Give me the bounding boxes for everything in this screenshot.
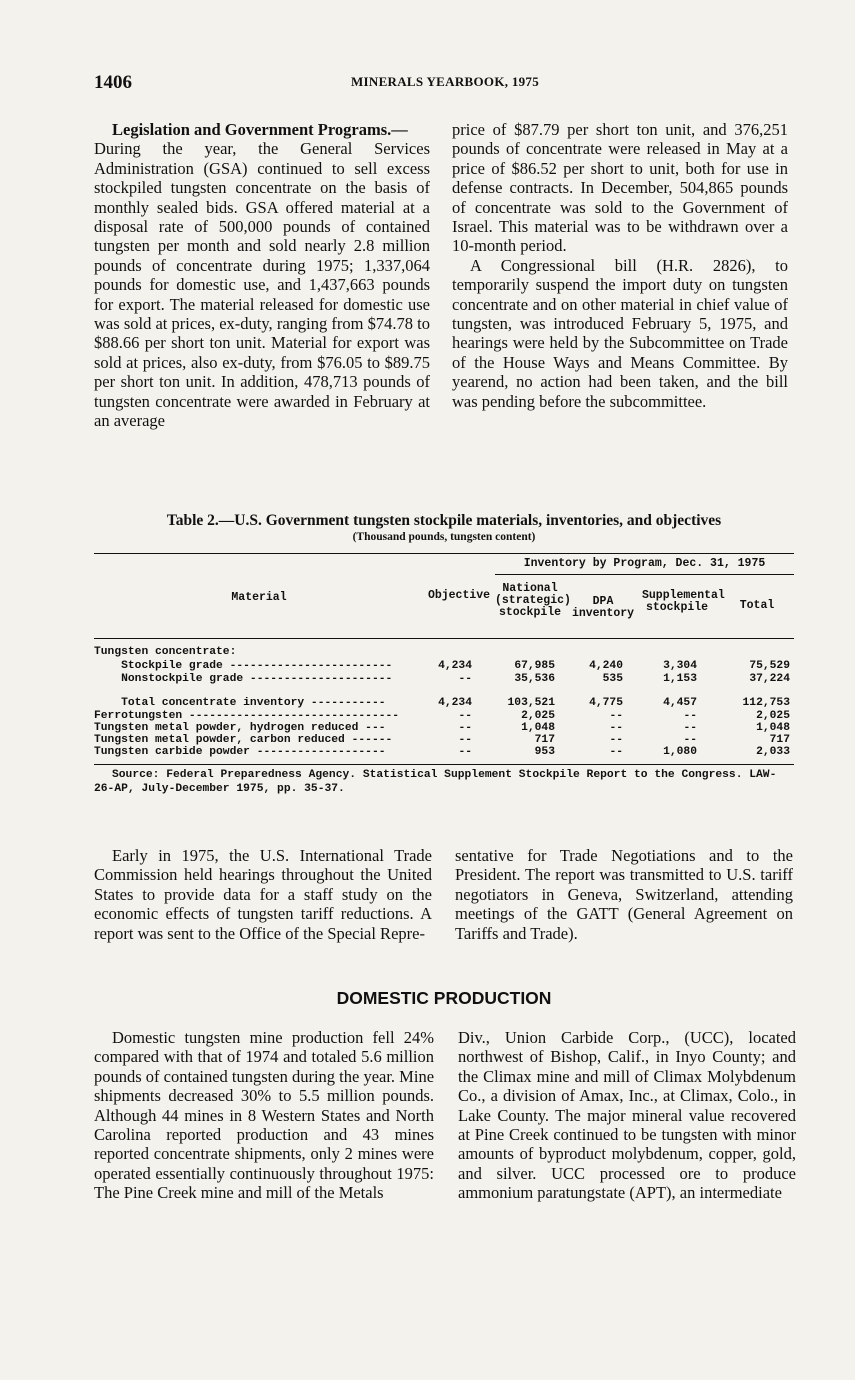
table-cell-national: 1,048 — [521, 722, 555, 734]
section1-column-right — [452, 120, 788, 411]
section3-column-right — [458, 1028, 796, 1203]
table-cell-material: Total concentrate inventory ----------- — [94, 697, 386, 709]
table-cell-objective: 4,234 — [438, 697, 472, 709]
table-cell-objective: -- — [458, 722, 472, 734]
table-cell-total: 717 — [769, 734, 790, 746]
table-cell-national: 67,985 — [514, 660, 555, 672]
table-cell-objective: -- — [458, 710, 472, 722]
table-source-note: Source: Federal Preparedness Agency. Statistical Supplement Stockpile Report to the Congress. LAW-26-AP, July-December 1975, pp. 35-37. — [94, 769, 777, 795]
table-cell-supplemental: -- — [683, 734, 697, 746]
table-cell-supplemental: 3,304 — [663, 660, 697, 672]
table-cell-material: Nonstockpile grade --------------------- — [94, 673, 393, 685]
table-cell-national: 103,521 — [507, 697, 555, 709]
section1-column-left — [94, 120, 430, 431]
table-cell-supplemental: 4,457 — [663, 697, 697, 709]
table-group-rule — [495, 574, 794, 575]
table-cell-national: 35,536 — [514, 673, 555, 685]
table-cell-material: Tungsten metal powder, hydrogen reduced --- — [94, 722, 386, 734]
table-cell-national: 953 — [534, 746, 555, 758]
section1-body-left: During the year, the General Services Administration (GSA) continued to sell excess stockpiled tungsten concentrate on the basis of monthly sealed bids. GSA offered material at a disposal rate of 500,000 pounds of contained tungsten per month and sold nearly 2.8 million pounds of concentrate during 1975; 1,337,064 pounds for domestic use, and 1,437,663 pounds for export. The material released for domestic use was sold at prices, ex-duty, ranging from $74.78 to $88.66 per short ton unit. Material for export was sold at prices, also ex-duty, from $76.05 to $89.75 per short ton unit. In addition, 478,713 pounds of tungsten concentrate were awarded in February at an average — [94, 139, 430, 431]
section-heading-domestic-production: DOMESTIC PRODUCTION — [336, 988, 552, 1008]
table-cell-national: 2,025 — [521, 710, 555, 722]
table-cell-dpa: 4,240 — [589, 660, 623, 672]
section1-body-right-p1: price of $87.79 per short ton unit, and 376,251 pounds of concentrate were released in May at a price of $86.52 per short to unit, both for use in defense contracts. In December, 504,865 pounds of concentrate was sold to the Government of Israel. This material was to be withdrawn over a 10-month period. — [452, 120, 788, 256]
table-header-objective: Objective — [427, 589, 491, 602]
table-cell-supplemental: 1,080 — [663, 746, 697, 758]
table-cell-supplemental: -- — [683, 710, 697, 722]
table-cell-dpa: -- — [609, 746, 623, 758]
table-cell-dpa: 4,775 — [589, 697, 623, 709]
table-cell-dpa: -- — [609, 710, 623, 722]
section3-body-right: Div., Union Carbide Corp., (UCC), located northwest of Bishop, Calif., in Inyo County; and the Climax mine and mill of Climax Molybdenum Co., a division of Amax, Inc., at Climax, Colo., in Lake County. The major mineral value recovered at Pine Creek continued to be tungsten with minor amounts of byproduct molybdenum, copper, gold, and silver. UCC processed ore to produce ammonium paratungstate (APT), an intermediate — [458, 1028, 796, 1203]
table-header-dpa: DPA inventory — [571, 595, 635, 620]
table-header-national: National (strategic) stockpile — [495, 582, 571, 619]
table-cell-dpa: -- — [609, 734, 623, 746]
table-cell-objective: -- — [458, 734, 472, 746]
table-cell-material: Stockpile grade ------------------------ — [94, 660, 393, 672]
table-cell-objective: -- — [458, 673, 472, 685]
table-cell-dpa: -- — [609, 722, 623, 734]
table-cell-objective: 4,234 — [438, 660, 472, 672]
section2-column-right — [455, 846, 793, 943]
table-cell-dpa: 535 — [602, 673, 623, 685]
section3-body-left: Domestic tungsten mine production fell 24% compared with that of 1974 and totaled 5.6 million pounds of contained tungsten during the year. Mine shipments decreased 30% to 5.5 million pounds. Although 44 mines in 8 Western States and North Carolina reported production and 43 mines reported concentrate shipments, only 2 mines were operated essentially continuously throughout 1975: The Pine Creek mine and mill of the Metals — [94, 1028, 435, 1203]
table-cell-material: Tungsten metal powder, carbon reduced ------ — [94, 734, 393, 746]
section3-column-left — [94, 1028, 434, 1203]
table-cell-material: Ferrotungsten ------------------------------- — [94, 710, 400, 722]
table-cell-total: 2,025 — [756, 710, 790, 722]
table-header-total: Total — [739, 599, 775, 612]
table-cell-objective: -- — [458, 746, 472, 758]
table-cell-total: 1,048 — [756, 722, 790, 734]
table-cell-total: 75,529 — [749, 660, 790, 672]
table-header-supplemental: Supplemental stockpile — [642, 589, 725, 614]
table-cell-material: Tungsten concentrate: — [94, 646, 237, 658]
section2-body-right: sentative for Trade Negotiations and to the President. The report was transmitted to U.S. tariff negotiators in Geneva, Switzerland, attending meetings of the GATT (General Agreement on Tariffs and Trade). — [455, 846, 793, 943]
section1-heading: Legislation and Government Programs.— — [112, 120, 408, 139]
table-top-rule — [94, 553, 794, 554]
table-cell-total: 112,753 — [742, 697, 790, 709]
table-cell-total: 37,224 — [749, 673, 790, 685]
table-cell-national: 717 — [534, 734, 555, 746]
table-subcaption: (Thousand pounds, tungsten content) — [352, 531, 536, 543]
page-number: 1406 — [94, 72, 132, 93]
section2-column-left — [94, 846, 432, 943]
section2-body-left: Early in 1975, the U.S. International Trade Commission held hearings throughout the United States to provide data for a staff study on the economic effects of tungsten tariff reductions. A report was sent to the Office of the Special Repre- — [94, 846, 432, 943]
table-header-rule — [94, 638, 794, 639]
table-caption: Table 2.—U.S. Government tungsten stockpile materials, inventories, and objectives — [166, 512, 722, 529]
table-cell-material: Tungsten carbide powder ------------------- — [94, 746, 386, 758]
table-cell-supplemental: 1,153 — [663, 673, 697, 685]
section1-body-right-p2: A Congressional bill (H.R. 2826), to temporarily suspend the import duty on tungsten concentrate and on other material in chief value of tungsten, was introduced February 5, 1975, and hearings were held by the Subcommittee on Trade of the House Ways and Means Committee. By yearend, no action had been taken, and the bill was pending before the subcommittee. — [452, 255, 788, 411]
table-cell-supplemental: -- — [683, 722, 697, 734]
table-header-material: Material — [231, 591, 287, 604]
table-group-header: Inventory by Program, Dec. 31, 1975 — [523, 557, 766, 570]
running-header: MINERALS YEARBOOK, 1975 — [350, 74, 540, 89]
table-bottom-rule — [94, 764, 794, 765]
table-cell-total: 2,033 — [756, 746, 790, 758]
